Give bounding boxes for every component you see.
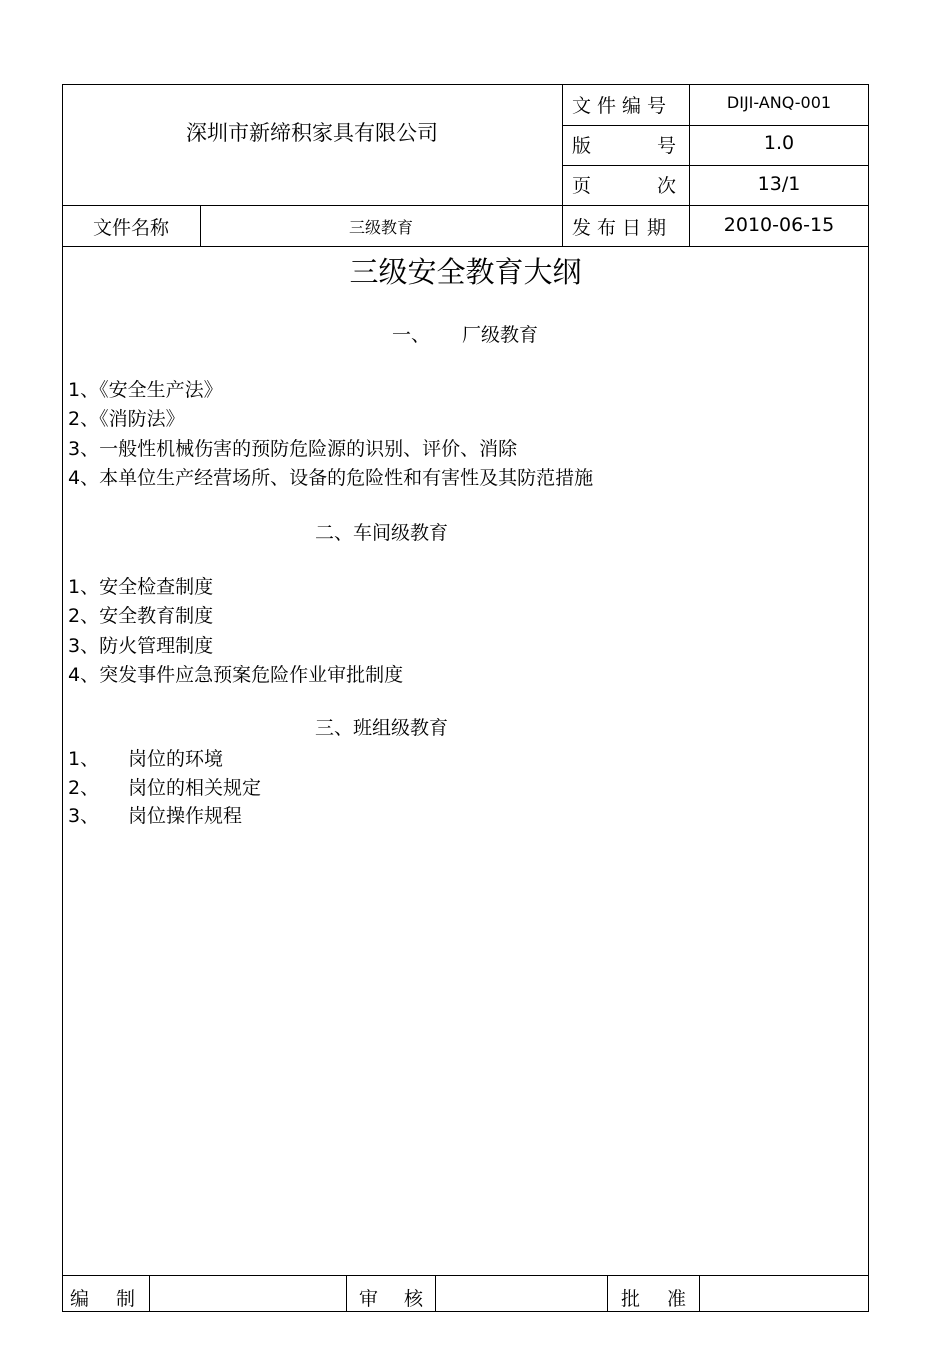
list-item-text: 岗位的相关规定 <box>128 777 262 799</box>
list-item <box>68 801 242 828</box>
section-3-heading: 三、班组级教育 <box>315 717 449 739</box>
footer-divider-2 <box>346 1275 347 1312</box>
doc-name-value: 三级教育 <box>348 218 413 237</box>
prepared-label-left: 编 <box>70 1288 90 1310</box>
list-item <box>68 773 261 800</box>
header-row-line-4 <box>62 246 869 247</box>
footer-row-line <box>62 1275 869 1276</box>
publish-date-value: 2010-06-15 <box>723 214 835 236</box>
footer-divider-5 <box>699 1275 700 1312</box>
version-value: 1.0 <box>763 132 795 154</box>
approved-label-right: 准 <box>667 1288 687 1310</box>
approved-label-left: 批 <box>621 1288 641 1310</box>
list-item: 1、《安全生产法》 <box>68 379 223 401</box>
list-item: 3、一般性机械伤害的预防危险源的识别、评价、消除 <box>68 438 518 460</box>
page-label-left: 页 <box>572 175 592 197</box>
section-1-heading-num: 一、 <box>392 324 431 346</box>
page-label-right: 次 <box>657 175 677 197</box>
doc-no-label: 文件编号 <box>572 95 673 117</box>
document-title: 三级安全教育大纲 <box>349 255 582 289</box>
footer-divider-4 <box>607 1275 608 1312</box>
list-item: 1、安全检查制度 <box>68 576 214 598</box>
list-item: 4、本单位生产经营场所、设备的危险性和有害性及其防范措施 <box>68 467 594 489</box>
list-item-text: 岗位的环境 <box>128 748 224 770</box>
doc-no-value: DIJI-ANQ-001 <box>726 93 832 112</box>
list-item-number: 2、 <box>68 777 100 799</box>
list-item: 3、防火管理制度 <box>68 635 214 657</box>
list-item <box>68 744 223 771</box>
section-1-heading-text: 厂级教育 <box>462 324 539 346</box>
prepared-label-right: 制 <box>116 1288 136 1310</box>
header-row-line-2 <box>562 165 869 166</box>
page-value: 13/1 <box>757 173 801 195</box>
list-item-number: 1、 <box>68 748 100 770</box>
section-2-heading: 二、车间级教育 <box>315 522 449 544</box>
header-row-line-1 <box>562 125 869 126</box>
publish-date-label: 发布日期 <box>572 217 673 239</box>
list-item: 4、突发事件应急预案危险作业审批制度 <box>68 664 404 686</box>
list-item: 2、安全教育制度 <box>68 605 214 627</box>
footer-divider-3 <box>435 1275 436 1312</box>
company-name: 深圳市新缔积家具有限公司 <box>186 121 438 145</box>
doc-name-label: 文件名称 <box>92 217 169 239</box>
version-label-left: 版 <box>572 135 592 157</box>
list-item-text: 岗位操作规程 <box>128 805 243 827</box>
header-row-line-3 <box>62 205 869 206</box>
reviewed-label-left: 审 <box>359 1288 379 1310</box>
list-item: 2、《消防法》 <box>68 408 185 430</box>
reviewed-label-right: 核 <box>404 1288 424 1310</box>
footer-divider-1 <box>149 1275 150 1312</box>
version-label-right: 号 <box>657 135 677 157</box>
list-item-number: 3、 <box>68 805 100 827</box>
section-1-heading <box>392 320 538 347</box>
